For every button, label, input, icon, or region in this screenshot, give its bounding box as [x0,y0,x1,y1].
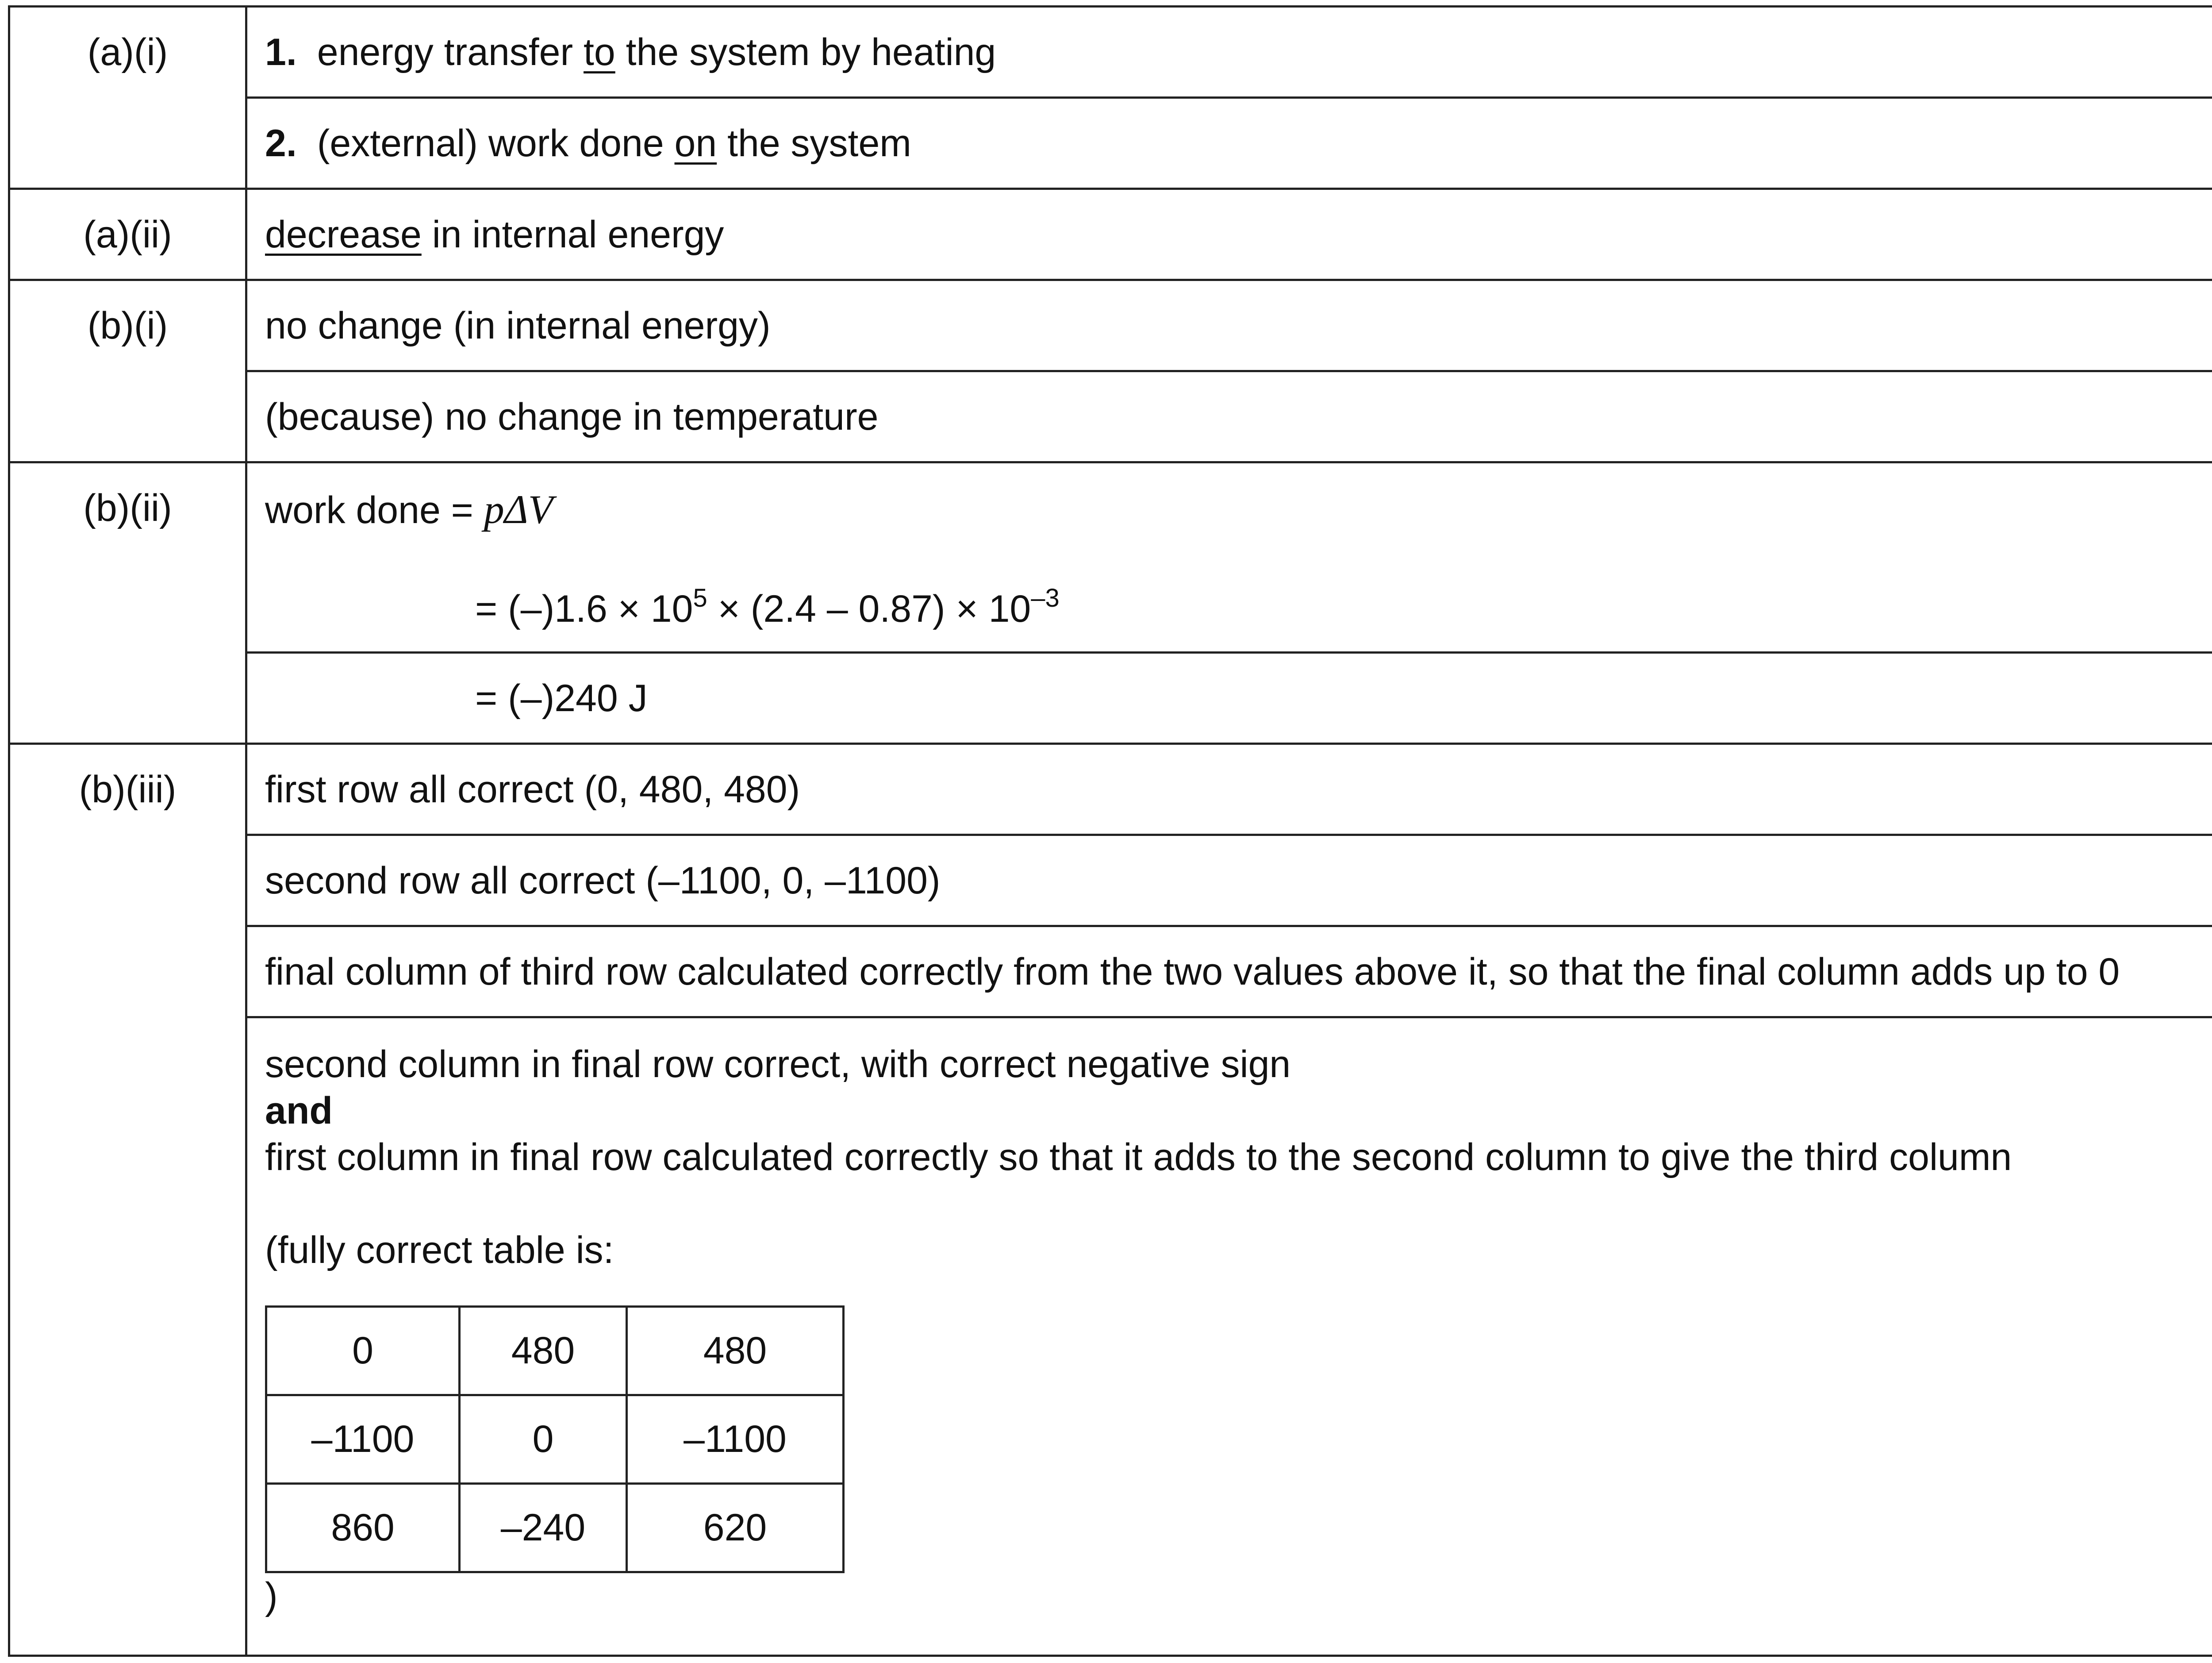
question-label: (b)(ii) [9,462,246,744]
answer-text: in internal energy [421,213,724,256]
substitution-line [265,586,2212,632]
row-b-i-1 [9,280,2212,371]
question-label: (b)(i) [9,280,246,462]
answer-cell: second row all correct (–1100, 0, –1100) [246,835,2212,926]
table-row [266,1307,844,1395]
result-line: = (–)240 J [475,677,648,720]
table-row [266,1484,844,1572]
table-cell: 0 [266,1307,460,1395]
connector-and: and [265,1089,333,1132]
formula-variable: pΔV [484,487,553,532]
answer-text: (fully correct table is: [265,1229,614,1271]
table-cell: 480 [460,1307,627,1395]
exponent: –3 [1031,584,1060,612]
correct-table [265,1305,845,1573]
answer-text: second column in final row correct, with correct negative sign [265,1043,1291,1086]
table-cell: 480 [627,1307,844,1395]
row-b-iii-1 [9,744,2212,835]
table-cell: 620 [627,1484,844,1572]
answer-cell [246,462,2212,653]
mark-scheme-table [8,5,2212,1657]
question-label: (b)(iii) [9,744,246,1656]
table-cell: 860 [266,1484,460,1572]
exponent: 5 [693,584,707,612]
row-a-ii [9,189,2212,280]
answer-cell: (because) no change in temperature [246,371,2212,462]
answer-text: the system [717,122,911,165]
answer-text: energy transfer [317,31,584,73]
answer-cell: final column of third row calculated correctly from the two values above it, so that the final column adds up to 0 [246,926,2212,1017]
answer-text: (external) work done [317,122,675,165]
row-b-iii-2 [9,835,2212,926]
answer-cell [246,1017,2212,1656]
answer-text: work done = [265,489,484,531]
answer-cell [246,189,2212,280]
row-a-i-2 [9,98,2212,189]
row-a-i-1 [9,7,2212,98]
row-b-ii-2 [9,653,2212,744]
answer-cell [246,7,2212,98]
underlined-text: decrease [265,213,422,256]
answer-cell: first row all correct (0, 480, 480) [246,744,2212,835]
answer-text: = (–)1.6 × 10 [475,588,693,630]
row-b-i-2 [9,371,2212,462]
underlined-text: on [674,122,717,165]
underlined-text: to [584,31,615,73]
table-cell: –240 [460,1484,627,1572]
work-done-line [265,486,2212,534]
table-cell: 0 [460,1395,627,1484]
row-b-iii-4 [9,1017,2212,1656]
answer-text: first column in final row calculated correctly so that it adds to the second column to give the third column [265,1136,2012,1178]
row-b-iii-3 [9,926,2212,1017]
answer-cell [246,98,2212,189]
point-number: 1. [265,31,297,73]
question-label: (a)(ii) [9,189,246,280]
question-label: (a)(i) [9,7,246,189]
table-cell: –1100 [266,1395,460,1484]
answer-cell: no change (in internal energy) [246,280,2212,371]
row-b-ii-1 [9,462,2212,653]
closing-paren: ) [265,1575,278,1617]
answer-cell [246,653,2212,744]
answer-text: × (2.4 – 0.87) × 10 [707,588,1031,630]
point-number: 2. [265,122,297,165]
answer-text: the system by heating [615,31,996,73]
table-row [266,1395,844,1484]
table-cell: –1100 [627,1395,844,1484]
